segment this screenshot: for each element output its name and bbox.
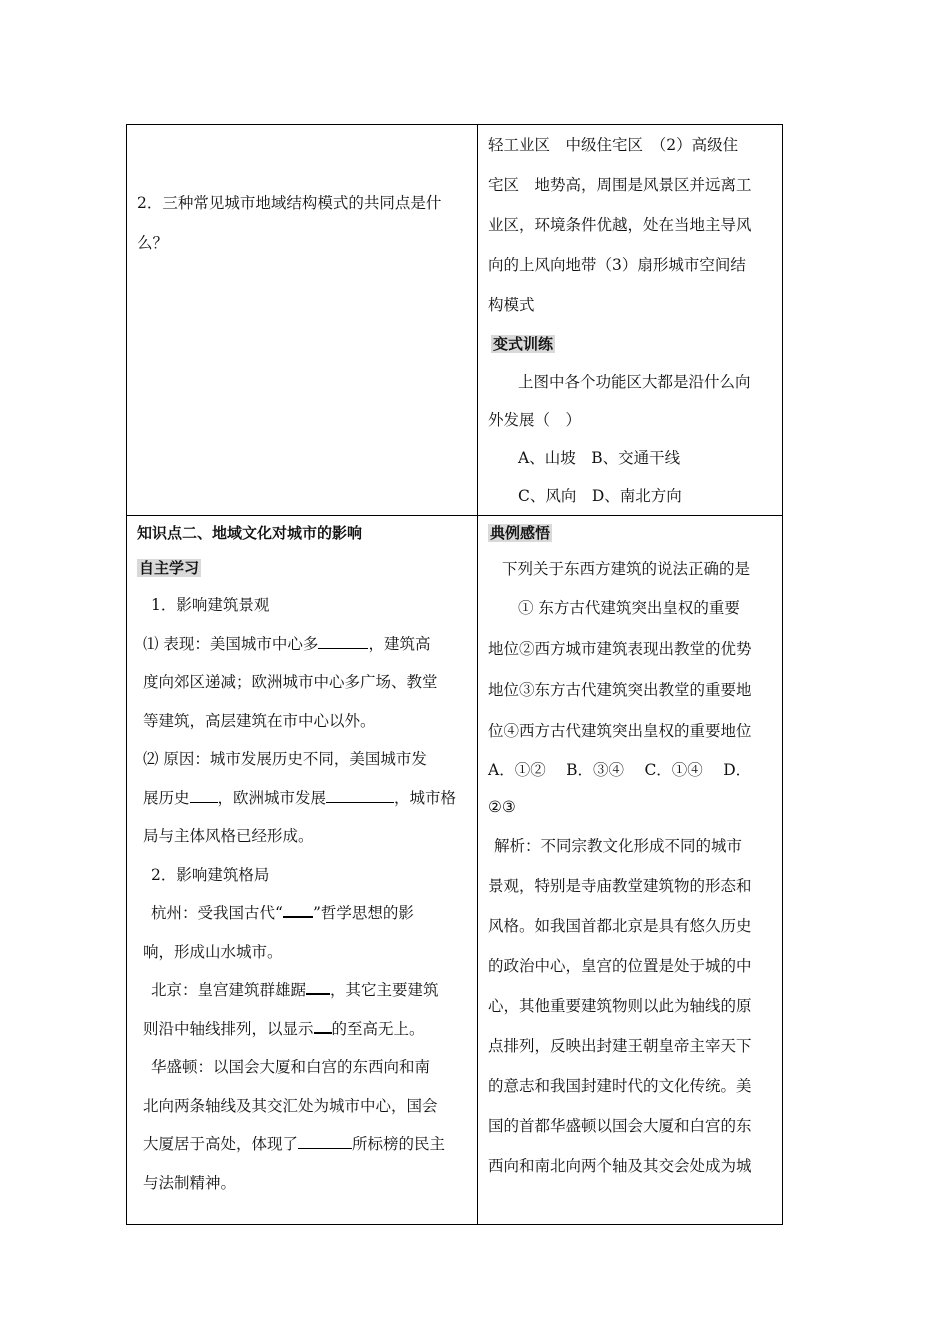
worksheet-table [126,124,783,1225]
variant-heading-line [488,325,772,363]
table-row [127,516,783,1225]
analysis-line: 点排列，反映出封建王朝皇帝主宰天下 [488,1037,752,1055]
fill-blank[interactable] [326,784,394,803]
self-study-heading: 自主学习 [139,559,200,577]
answer-line: 向的上风向地带（3）扇形城市空间结 [488,256,746,274]
analysis-line: 心，其他重要建筑物则以此为轴线的原 [488,997,752,1015]
statement-line: 地位③东方古代建筑突出教堂的重要地 [488,681,752,699]
statement-line: 位④西方古代建筑突出皇权的重要地位 [488,722,752,740]
option-ab: A、山坡 B、交通干线 [518,449,681,467]
statement-line: ① 东方古代建筑突出皇权的重要 [518,599,740,617]
analysis-line: 西向和南北向两个轴及其交会处成为城 [488,1157,752,1175]
fill-blank[interactable] [298,1130,352,1149]
answer-line: 轻工业区 中级住宅区 （2）高级住 [488,136,739,154]
question-cell [127,125,478,516]
analysis-line: 景观，特别是寺庙教堂建筑物的形态和 [488,877,752,895]
table-row [127,125,783,516]
options-line: A．①② B．③④ C．①④ D． [488,761,752,779]
analysis-line: 的意志和我国封建时代的文化传统。美 [488,1077,752,1095]
answer-line: 宅区 地势高，周围是风景区并远离工 [488,176,752,194]
paragraph-2: ⑵ 原因：城市发展历史不同，美国城市发 展历史 ，欧洲城市发展 ，城市格 局与主体风格已经形成。 [143,750,457,845]
statement-line: 地位②西方城市建筑表现出教堂的优势 [488,640,752,658]
hangzhou-paragraph: 杭州：受我国古代“ ”哲学思想的影 响，形成山水城市。 [137,894,467,971]
example-stem: 下列关于东西方建筑的说法正确的是 [502,560,751,578]
analysis-line: 风格。如我国首都北京是具有悠久历史 [488,917,752,935]
item-2: 2．影响建筑格局 [151,865,270,884]
option-cd: C、风向 D、南北方向 [518,487,682,505]
analysis-line: 国的首都华盛顿以国会大厦和白宫的东 [488,1117,752,1135]
self-study-line [137,550,467,586]
variant-heading: 变式训练 [493,335,554,353]
answer-cell [478,125,783,516]
fill-blank[interactable] [318,630,368,649]
variant-question-cont: 外发展（ ） [488,411,582,429]
knowledge-cell [127,516,478,1225]
washington-paragraph: 华盛顿：以国会大厦和白宫的东西向和南 北向两条轴线及其交汇处为城市中心，国会 大厦居于高处，体现了 所标榜的民主 与法制精神。 [143,1058,446,1192]
example-heading: 典例感悟 [490,524,551,542]
beijing-paragraph: 北京：皇宫建筑群雄踞 ，其它主要建筑 则沿中轴线排列，以显示 的至高无上。 [137,971,467,1048]
fill-blank[interactable] [314,1014,332,1034]
fill-blank[interactable] [306,975,330,995]
fill-blank[interactable] [283,898,313,918]
item-1: 1．影响建筑景观 [151,596,270,614]
answer-line: 业区，环境条件优越，处在当地主导风 [488,216,752,234]
analysis-line: 解析：不同宗教文化形成不同的城市 [494,837,743,855]
variant-question: 上图中各个功能区大都是沿什么向 [518,373,751,391]
fill-blank[interactable] [190,784,218,803]
question-text: 2．三种常见城市地域结构模式的共同点是什 么？ [137,194,442,252]
answer-line: 构模式 [488,296,535,314]
analysis-line: 的政治中心，皇宫的位置是处于城的中 [488,957,752,975]
section-title: 知识点二、地域文化对城市的影响 [137,524,363,542]
example-heading-line [488,516,772,550]
paragraph-1: ⑴ 表现：美国城市中心多 ，建筑高 度向郊区递减；欧洲城市中心多广场、教堂 等建筑，高层建筑在市中心以外。 [137,625,467,741]
options-line-cont: ②③ [488,798,516,816]
example-cell [478,516,783,1225]
